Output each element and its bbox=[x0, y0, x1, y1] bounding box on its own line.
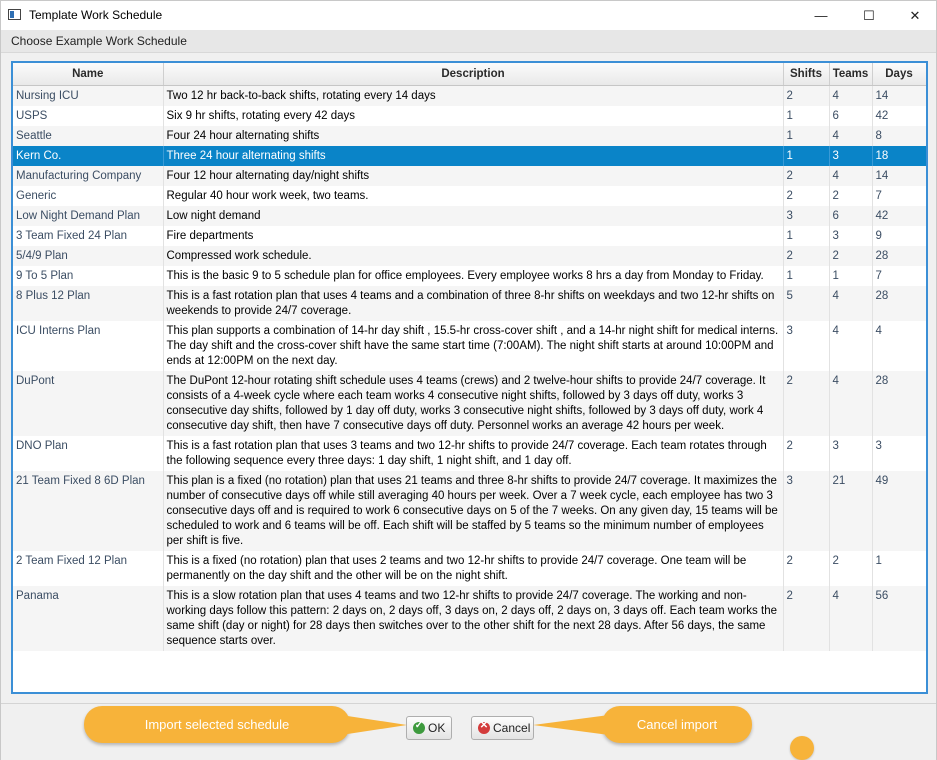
row-name: Panama bbox=[13, 586, 163, 651]
row-teams: 3 bbox=[829, 436, 872, 471]
header-label: Choose Example Work Schedule bbox=[11, 34, 187, 48]
row-days: 42 bbox=[872, 206, 926, 226]
row-description: This is a slow rotation plan that uses 4 teams and two 12-hr shifts to provide 24/7 coverage. The working and non-working days follow this pattern: 2 days on, 2 days off, 3 days on, 2 days off, 2 days on, 3 days off. Each team works the same shift (day or night) for 28 days then switches over to the other shift for the next 28 days. After 56 days, the same sequence starts over. bbox=[163, 586, 783, 651]
row-shifts: 1 bbox=[783, 266, 829, 286]
table-row[interactable] bbox=[13, 86, 926, 107]
row-teams: 2 bbox=[829, 186, 872, 206]
row-name: 8 Plus 12 Plan bbox=[13, 286, 163, 321]
row-days: 14 bbox=[872, 166, 926, 186]
row-name: ICU Interns Plan bbox=[13, 321, 163, 371]
row-name: Nursing ICU bbox=[13, 86, 163, 107]
title-bar bbox=[1, 1, 936, 30]
column-header-shifts[interactable]: Shifts bbox=[783, 63, 829, 86]
close-button[interactable]: ✕ bbox=[909, 8, 921, 23]
table-row[interactable] bbox=[13, 471, 926, 551]
column-header-name[interactable]: Name bbox=[13, 63, 163, 86]
ok-button[interactable] bbox=[406, 716, 452, 740]
row-description: Two 12 hr back-to-back shifts, rotating every 14 days bbox=[163, 86, 783, 107]
row-teams: 4 bbox=[829, 371, 872, 436]
row-name: 5/4/9 Plan bbox=[13, 246, 163, 266]
row-teams: 6 bbox=[829, 106, 872, 126]
table-row[interactable] bbox=[13, 146, 926, 166]
maximize-button[interactable]: ☐ bbox=[863, 8, 875, 23]
row-description: Low night demand bbox=[163, 206, 783, 226]
row-shifts: 3 bbox=[783, 471, 829, 551]
row-shifts: 2 bbox=[783, 86, 829, 107]
row-teams: 4 bbox=[829, 126, 872, 146]
row-shifts: 2 bbox=[783, 246, 829, 266]
row-teams: 21 bbox=[829, 471, 872, 551]
ok-button-label: OK bbox=[428, 721, 446, 735]
row-teams: 4 bbox=[829, 321, 872, 371]
table-row[interactable] bbox=[13, 436, 926, 471]
table-row[interactable] bbox=[13, 586, 926, 651]
row-days: 18 bbox=[872, 146, 926, 166]
table-row[interactable] bbox=[13, 166, 926, 186]
row-days: 28 bbox=[872, 246, 926, 266]
row-name: 9 To 5 Plan bbox=[13, 266, 163, 286]
row-name: 3 Team Fixed 24 Plan bbox=[13, 226, 163, 246]
row-name: Seattle bbox=[13, 126, 163, 146]
row-days: 28 bbox=[872, 371, 926, 436]
row-shifts: 5 bbox=[783, 286, 829, 321]
table-row[interactable] bbox=[13, 321, 926, 371]
row-name: Low Night Demand Plan bbox=[13, 206, 163, 226]
callout-marker bbox=[790, 736, 814, 760]
row-teams: 4 bbox=[829, 586, 872, 651]
row-days: 14 bbox=[872, 86, 926, 107]
row-description: This is a fast rotation plan that uses 4 teams and a combination of three 8-hr shifts on weekdays and two 12-hr shifts on weekends to provide 24/7 coverage. bbox=[163, 286, 783, 321]
row-name: USPS bbox=[13, 106, 163, 126]
table-row[interactable] bbox=[13, 206, 926, 226]
row-teams: 6 bbox=[829, 206, 872, 226]
row-shifts: 3 bbox=[783, 206, 829, 226]
column-header-days[interactable]: Days bbox=[872, 63, 926, 86]
row-days: 1 bbox=[872, 551, 926, 586]
row-description: This plan supports a combination of 14-hr day shift , 15.5-hr cross-cover shift , and a 14-hr night shift for medical interns. The day shift and the cross-cover shift have the same start time (7:00AM). The night shift starts at around 10:00PM and ends at 12:00PM on the next day. bbox=[163, 321, 783, 371]
row-days: 7 bbox=[872, 186, 926, 206]
row-name: DNO Plan bbox=[13, 436, 163, 471]
row-teams: 4 bbox=[829, 86, 872, 107]
cancel-callout-arrow bbox=[531, 713, 611, 737]
cancel-icon: ✕ bbox=[478, 722, 490, 734]
row-description: Four 12 hour alternating day/night shifts bbox=[163, 166, 783, 186]
column-header-description[interactable]: Description bbox=[163, 63, 783, 86]
table-row[interactable] bbox=[13, 371, 926, 436]
table-row[interactable] bbox=[13, 226, 926, 246]
row-teams: 4 bbox=[829, 286, 872, 321]
row-days: 3 bbox=[872, 436, 926, 471]
row-name: 2 Team Fixed 12 Plan bbox=[13, 551, 163, 586]
row-shifts: 2 bbox=[783, 166, 829, 186]
row-teams: 2 bbox=[829, 246, 872, 266]
cancel-button[interactable] bbox=[471, 716, 534, 740]
column-header-teams[interactable]: Teams bbox=[829, 63, 872, 86]
row-description: Six 9 hr shifts, rotating every 42 days bbox=[163, 106, 783, 126]
table-row[interactable] bbox=[13, 286, 926, 321]
row-days: 4 bbox=[872, 321, 926, 371]
row-shifts: 2 bbox=[783, 436, 829, 471]
row-description: The DuPont 12-hour rotating shift schedule uses 4 teams (crews) and 2 twelve-hour shifts to provide 24/7 coverage. It consists of a 4-week cycle where each team works 4 consecutive night shifts, followed by 3 days off duty, works 3 consecutive day shifts, followed by 1 day off duty, works 3 consecutive night shifts, followed by 3 days off duty, work 4 consecutive day shift, then have 7 consecutive days off duty. Personnel works an average 42 hours per week. bbox=[163, 371, 783, 436]
row-teams: 3 bbox=[829, 146, 872, 166]
row-shifts: 1 bbox=[783, 146, 829, 166]
row-teams: 4 bbox=[829, 166, 872, 186]
row-name: 21 Team Fixed 8 6D Plan bbox=[13, 471, 163, 551]
table-row[interactable] bbox=[13, 126, 926, 146]
row-days: 42 bbox=[872, 106, 926, 126]
row-days: 7 bbox=[872, 266, 926, 286]
check-icon: ✓ bbox=[413, 722, 425, 734]
cancel-callout: Cancel import bbox=[602, 706, 752, 743]
import-callout: Import selected schedule bbox=[84, 706, 350, 743]
row-days: 56 bbox=[872, 586, 926, 651]
row-name: DuPont bbox=[13, 371, 163, 436]
row-description: Compressed work schedule. bbox=[163, 246, 783, 266]
table-row[interactable] bbox=[13, 106, 926, 126]
row-description: This is the basic 9 to 5 schedule plan for office employees. Every employee works 8 hrs a day from Monday to Friday. bbox=[163, 266, 783, 286]
row-days: 49 bbox=[872, 471, 926, 551]
row-description: Regular 40 hour work week, two teams. bbox=[163, 186, 783, 206]
row-days: 28 bbox=[872, 286, 926, 321]
row-shifts: 3 bbox=[783, 321, 829, 371]
minimize-button[interactable]: — bbox=[814, 8, 828, 23]
table-row[interactable] bbox=[13, 266, 926, 286]
schedule-table[interactable] bbox=[11, 61, 928, 694]
row-description: Three 24 hour alternating shifts bbox=[163, 146, 783, 166]
cancel-button-label: Cancel bbox=[493, 721, 531, 735]
row-description: Fire departments bbox=[163, 226, 783, 246]
row-description: This plan is a fixed (no rotation) plan that uses 21 teams and three 8-hr shifts to provide 24/7 coverage. It maximizes the number of consecutive days off while still averaging 40 hours per week. Over a 7 week cycle, each employee has two 3 consecutive days off and is required to work 6 consecutive days on 5 of the 7 weeks. On any given day, 15 teams will be scheduled to work and 6 teams will be off. Each shift will be staffed by 5 teams so the minimum number of employees per shift is five. bbox=[163, 471, 783, 551]
table-row[interactable] bbox=[13, 246, 926, 266]
row-shifts: 1 bbox=[783, 126, 829, 146]
row-description: Four 24 hour alternating shifts bbox=[163, 126, 783, 146]
row-teams: 2 bbox=[829, 551, 872, 586]
row-teams: 3 bbox=[829, 226, 872, 246]
row-name: Generic bbox=[13, 186, 163, 206]
row-days: 9 bbox=[872, 226, 926, 246]
row-shifts: 2 bbox=[783, 371, 829, 436]
row-shifts: 2 bbox=[783, 186, 829, 206]
header-bar bbox=[1, 30, 936, 53]
window-title: Template Work Schedule bbox=[29, 8, 163, 22]
table-header-row bbox=[13, 63, 926, 86]
row-name: Kern Co. bbox=[13, 146, 163, 166]
row-shifts: 2 bbox=[783, 586, 829, 651]
row-description: This is a fast rotation plan that uses 3 teams and two 12-hr shifts to provide 24/7 coverage. Each team rotates through the following sequence every three days: 1 day shift, 1 night shift, and 1 day off. bbox=[163, 436, 783, 471]
app-icon bbox=[8, 9, 21, 20]
row-name: Manufacturing Company bbox=[13, 166, 163, 186]
import-callout-arrow bbox=[341, 713, 411, 737]
row-days: 8 bbox=[872, 126, 926, 146]
row-shifts: 2 bbox=[783, 551, 829, 586]
row-shifts: 1 bbox=[783, 226, 829, 246]
table-row[interactable] bbox=[13, 186, 926, 206]
row-shifts: 1 bbox=[783, 106, 829, 126]
row-teams: 1 bbox=[829, 266, 872, 286]
row-description: This is a fixed (no rotation) plan that uses 2 teams and two 12-hr shifts to provide 24/7 coverage. One team will be permanently on the day shift and the other will be on the night shift. bbox=[163, 551, 783, 586]
table-row[interactable] bbox=[13, 551, 926, 586]
